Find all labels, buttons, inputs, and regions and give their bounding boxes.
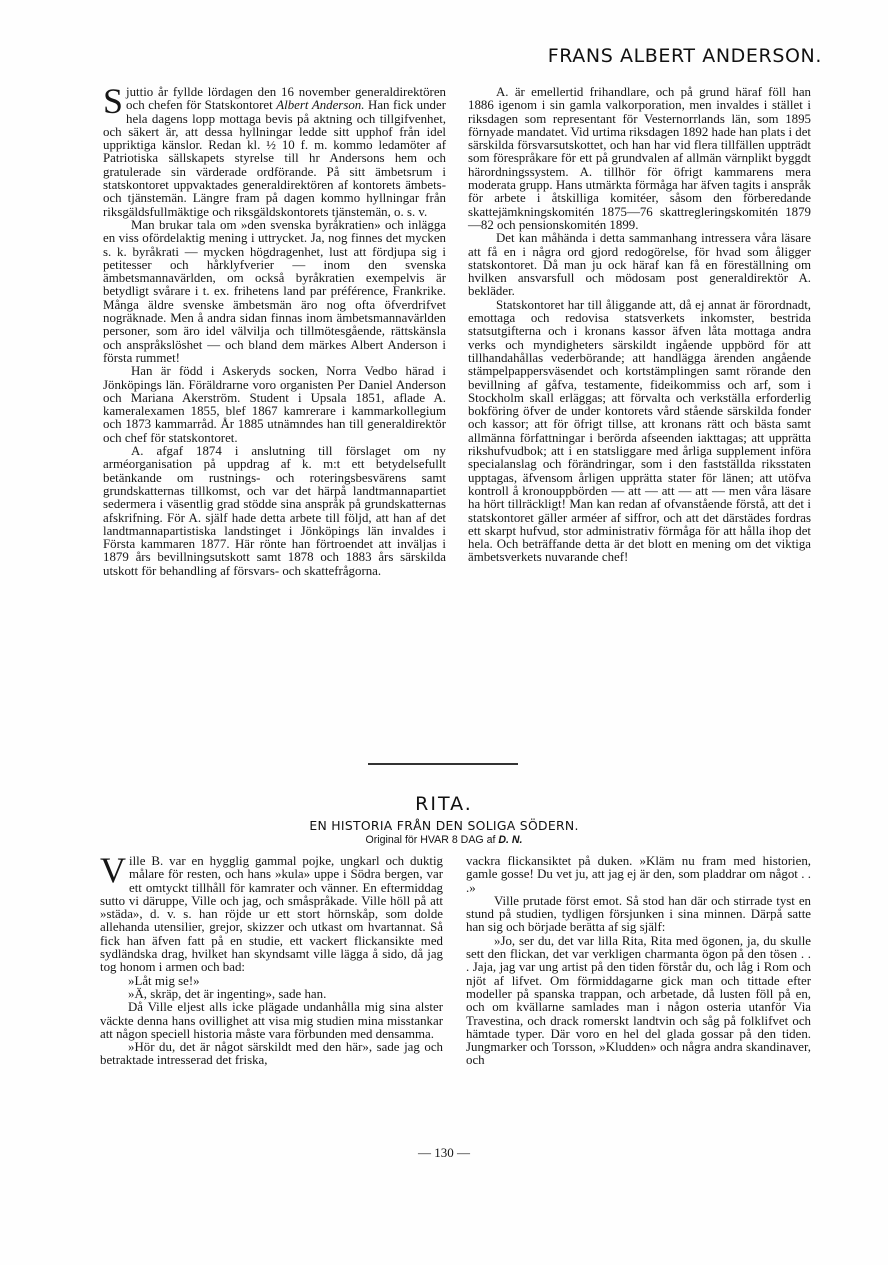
byline-prefix: Original för HVAR 8 DAG af <box>365 834 499 846</box>
paragraph: Man brukar tala om »den svenska byråkratien» och inlägga en viss ofördelaktig mening i uttrycket. Ja, nog finnes det mycken s. k. byråkrati — mycken högdragenhet, lust att fördjupa sig i petitesser och hårklyfverier — inom den svenska ämbetsmannavärlden, om också byråkratien exempelvis är betydligt svårare i t. ex. frihetens land par préférence, Frankrike. Många äldre svenske ämbetsmän äro nog ofta öfverdrifvet nogräknade. Men å andra sidan finnas inom ämbetsmannavärlden personer, som äro idel välvilja och tillmötesgående, rättskänsla och anspråkslöshet — och bland dem märkes Albert Anderson i första rummet! <box>103 217 446 365</box>
article-title-anderson <box>100 45 830 67</box>
anderson-column-2 <box>468 86 811 565</box>
story-title-rita: RITA. <box>415 793 473 815</box>
paragraph: Det kan måhända i detta sammanhang intressera våra läsare att få en i några ord gjord redogörelse, för hvad som åligger statskontoret. Då man ju ock häraf kan få en föreställning om hvilken ansvarsfull och mödosam post generaldirektör A. bekläder. <box>468 231 811 299</box>
section-divider <box>368 763 518 765</box>
paragraph-text: juttio år fyllde lördagen den 16 november generaldirektören och chefen för Statskontoret <box>126 85 446 113</box>
paragraph: A. afgaf 1874 i anslutning till förslaget om ny arméorganisation på uppdrag af k. m:t ett betydelsefullt betänkande om rustnings- och roteringsbesvärens samt grundskatternas tillkomst, och var det härpå landtmannapartiet sedermera i väsentlig grad stödde sina anspråk på grundskatternas afskrifning. För A. själf hade detta arbete till följd, att han af det landtmannapartistiska landstinget i Jönköpings län invaldes i Första kammaren 1877. Här rönte han förtroendet att inväljas i 1879 års bevillningsutskott samt 1878 och 1883 års särskilda utskott för behandling af försvars- och skattefrågorna. <box>103 444 446 578</box>
drop-cap: V <box>100 850 126 890</box>
rita-column-1 <box>100 850 443 1068</box>
rita-column-2 <box>466 855 811 1068</box>
drop-cap: S <box>103 81 124 121</box>
byline-author: D. N. <box>498 834 523 846</box>
paragraph: »Hör du, det är något särskildt med den här», sade jag och betraktade intresserad det friska, <box>100 1040 443 1068</box>
person-name-italic: Albert Anderson. <box>276 98 365 113</box>
paragraph <box>103 81 446 219</box>
page-number: — 130 — <box>418 1145 470 1160</box>
article-title-text: FRANS ALBERT ANDERSON. <box>547 45 822 67</box>
paragraph: »Jo, ser du, det var lilla Rita, Rita med ögonen, ja, du skulle sett den flickan, det var verkligen charmanta ögon på den tösen . . . Jaja, jag var ung artist på den tiden förstår du, och låg i Rom och njöt af lifvet. Om förmiddagarne gick man och tittade efter modeller på spanska trappan, och arbetade, då lusten föll på en, och om kvällarne samlades man i någon osteria utanför Via Travestina, och drack romerskt landtvin och såg på folklifvet och hämtade typer. Där voro en hel del glada gossar på den tiden. Jungmarker och Torsson, »Kludden» och några andra skandinaver, och <box>466 933 811 1068</box>
story-byline <box>0 834 888 846</box>
paragraph-text: ille B. var en hygglig gammal pojke, ungkarl och duktig målare för resten, och hans »kula» uppe i Södra bergen, var ett omtyckt tillhåll för kamrater och vänner. En eftermiddag sutto vi däruppe, Ville och jag, och småspråkade. Ville höll på att »städa», d. v. s. han röjde ur ett stort hörnskåp, som dolde allehanda utensilier, grejor, skizzer och utkast om hvartannat. Så fick han äfven fatt på en studie, ett vackert flickansikte med sydländska drag, hvilket han skyndsamt ville lägga å sido, då jag tog honom i armen och bad: <box>100 854 443 975</box>
paragraph: vackra flickansiktet på duken. »Kläm nu fram med historien, gamle gosse! Du vet ju, att jag ej är den, som pladdrar om något . . .» <box>466 854 811 895</box>
paragraph: Ville prutade först emot. Så stod han där och stirrade tyst en stund på studien, tydligen försjunken i sina minnen. Därpå satte han sig och började berätta af sig själf: <box>466 893 811 935</box>
paragraph: A. är emellertid frihandlare, och på grund häraf föll han 1886 igenom i sin gamla valkorporation, men invaldes i stället i riksdagen som representant för Vesternorrlands län, som 1895 förnyade mandatet. Vid urtima riksdagen 1892 hade han plats i det särskilda försvarsutskottet, och han har vid flera tillfällen uppträdt som förespråkare för ett på grundvalen af allmän värnplikt byggdt härordningssystem. A. tillhör för öfrigt kammarens mera moderata grupp. Hans utmärkta förmåga har äfven tagits i anspråk för arbete i åtskilliga komitéer, såsom den förberedande skattejämkningskomitén 1875—76 skattregleringskomitén 1879—82 och pensionskomitén 1899. <box>468 85 811 232</box>
anderson-column-1 <box>103 81 446 578</box>
paragraph: »Ä, skräp, det är ingenting», sade han. <box>128 986 327 1001</box>
story-subtitle: EN HISTORIA FRÅN DEN SOLIGA SÖDERN. <box>309 818 579 833</box>
paragraph <box>100 850 443 975</box>
paragraph: Då Ville eljest alls icke plägade undanhålla mig sina alster väckte denna hans ovillighet att visa mig studien mina misstankar att någon speciell historia måste vara förbunden med densamma. <box>100 1000 443 1041</box>
paragraph: »Låt mig se!» <box>128 973 200 988</box>
paragraph-text: Han fick under hela dagens lopp mottaga bevis på aktning och tillgifvenhet, och säkert är, att dessa hyllningar ledde sitt upphof från idel uppriktiga känslor. Redan kl. ½ 10 f. m. kommo ledamöter af Patriotiska sällskapets styrelse till hr Andersons hem och gratulerade sin värderade ordförande. På sitt ämbetsrum i statskontoret uppvaktades generaldirektören af kontorets ämbets- och tjänstemän. Längre fram på dagen kommo hyllningar från riksgäldsfullmäktige och riksgäldskontorets tjänstemän, o. s. v. <box>103 98 446 219</box>
paragraph: Han är född i Askeryds socken, Norra Vedbo härad i Jönköpings län. Föräldrarne voro organisten Per Daniel Anderson och Mariana Akerström. Student i Upsala 1851, aflade A. kameralexamen 1855, blef 1867 kamrerare i kammarkollegium och 1873 kammarråd. År 1885 utnämndes han till generaldirektör och chef för statskontoret. <box>103 364 446 445</box>
paragraph: Statskontoret har till åliggande att, då ej annat är förordnadt, emottaga och redovisa statsverkets inkomster, bestrida statsutgifterna och i kronans kassor äfven låta mottaga andra verks och myndigheters särskildt ingående uppbörd för att tillhandahållas vederbörande; att handlägga ärenden angående stämpelpappersväsendet och kortstämplingen samt rörande den bevillning af gåfva, testamente, fideikommiss och arf, som i Stockholm skall erläggas; att förvalta och verkställa erforderlig bokföring öfver de under kontorets vård stående särskilda fonder och kassor; att för öfrigt tillse, att kronans rätt och bästa samt allmänna författningar i berörda afseenden iakttagas; att upprätta rikshufvudbok; att i en statsliggare med årliga supplement införa specialanslag och förändringar, som i den fastställda riksstaten upptagas, äfvensom årligen upprätta stater för länen; att utöfva kontroll å kronouppbörden — att — att — att — men våra läsare ha hört tillräckligt! Man kan redan af ofvanstående förstå, att det i statskontoret gäller arméer af siffror, och att det därstädes fordras ett skarpt hufvud, stor administrativ förmåga för att hålla ihop det hela. Och beträffande detta är det blott en mening om det viktiga ämbetsverkets nuvarande chef! <box>468 297 811 565</box>
